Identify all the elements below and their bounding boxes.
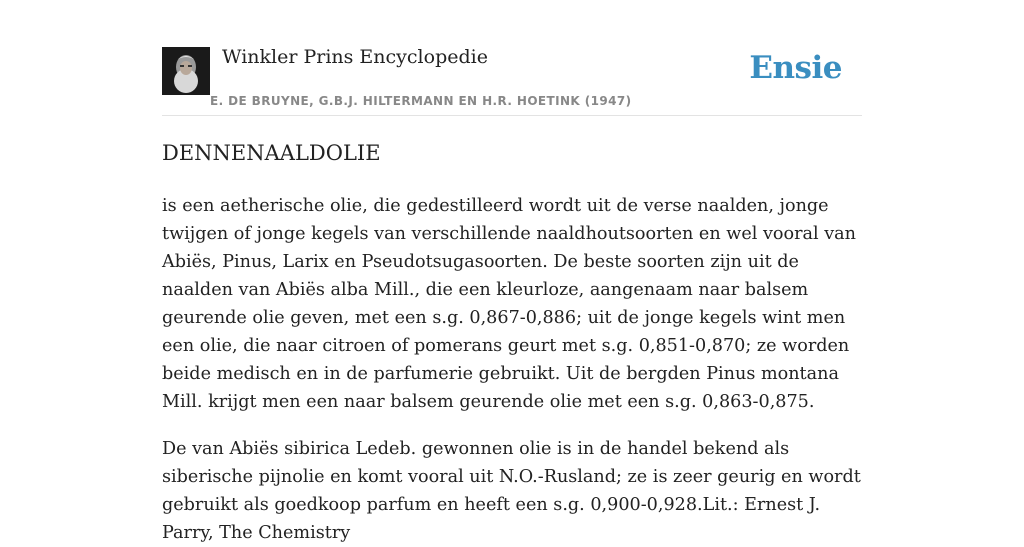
book-title[interactable]: Winkler Prins Encyclopedie [222, 46, 488, 68]
entry-title: DENNENAALDOLIE [162, 141, 381, 165]
authors-line: E. DE BRUYNE, G.B.J. HILTERMANN EN H.R. HOETINK (1947) [210, 94, 632, 108]
entry-paragraph: De van Abiës sibirica Ledeb. gewonnen olie is in de handel bekend als siberische pijnolie en komt vooral uit N.O.-Rusland; ze is zeer geurig en wordt gebruikt als goedkoop parfum en heeft een s.g. 0,900-0,928.Lit.: Ernest J. Parry, The Chemistry [162, 439, 861, 543]
header [162, 0, 862, 116]
brand-logo[interactable]: Ensie [749, 50, 842, 86]
entry-paragraph: is een aetherische olie, die gedestilleerd wordt uit de verse naalden, jonge twijgen of jonge kegels van verschillende naaldhoutsoorten en wel vooral van Abiës, Pinus, Larix en Pseudotsugasoorten. De beste soorten zijn uit de naalden van Abiës alba Mill., die een kleurloze, aangenaam naar balsem geurende olie geven, met een s.g. 0,867-0,886; uit de jonge kegels wint men een olie, die naar citroen of pomerans geurt met s.g. 0,851-0,870; ze worden beide medisch en in de parfumerie gebruikt. Uit de bergden Pinus montana Mill. krijgt men een naar balsem geurende olie met een s.g. 0,863-0,875. [162, 196, 856, 412]
author-portrait-icon [162, 47, 210, 95]
page [162, 0, 862, 543]
